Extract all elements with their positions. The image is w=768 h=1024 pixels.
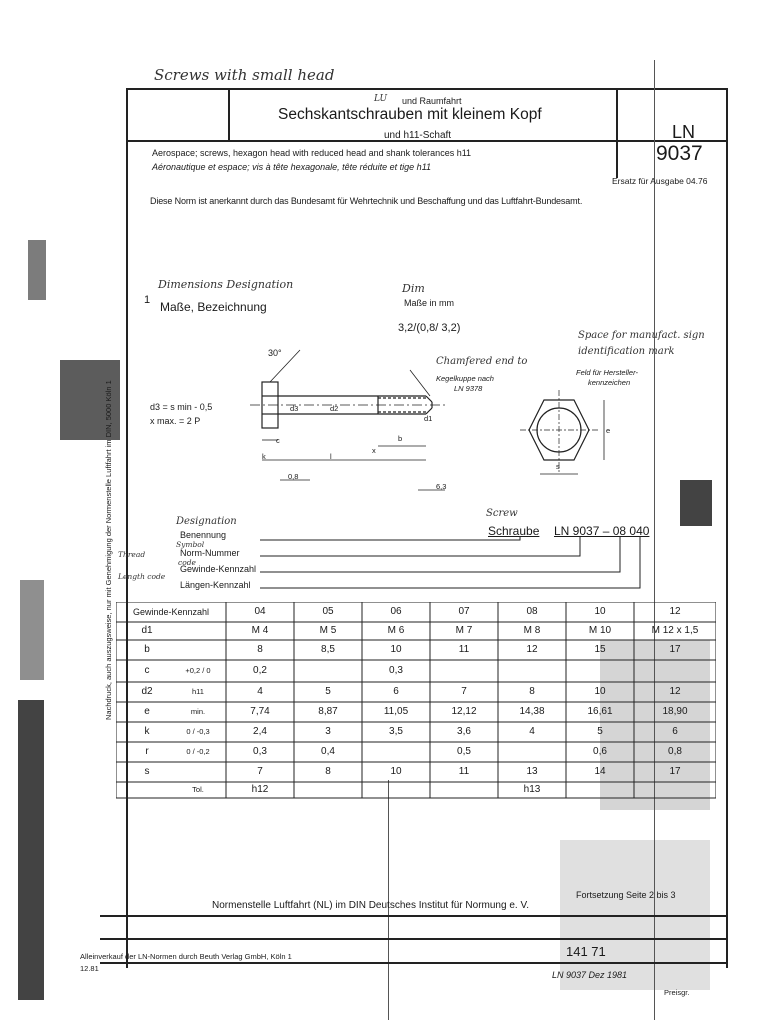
table-cell: 14 [594,766,606,777]
sales-note: Alleinverkauf der LN-Normen durch Beuth Verlag GmbH, Köln 1 [80,952,292,961]
table-header-code: 04 [254,606,266,617]
table-header-code: 10 [594,606,606,617]
table-cell: 12 [526,644,538,655]
table-cell: 4 [529,726,535,737]
table-cell: h13 [523,784,541,795]
price-group: Preisgr. [664,988,690,997]
table-row-symbol: e [144,706,150,717]
table-cell: 5 [325,686,331,697]
table-cell [294,660,362,682]
label-l: l [330,452,332,461]
header-divider-2 [616,88,618,178]
table-cell: 14,38 [519,706,545,717]
handwritten-dimensions-note: Dimensions Designation [158,278,294,291]
table-cell: 10 [390,766,402,777]
table-cell: M 5 [319,625,337,636]
header-french-line: Aéronautique et espace; vis à tête hexagonale, tête réduite et tige h11 [152,162,432,172]
scan-blob-left2 [28,240,46,300]
handwritten-title-note: Screws with small head [154,66,335,84]
designation-example-code: LN 9037 – 08 040 [554,524,650,538]
footer-line-3 [100,962,726,964]
table-row-tolerance: min. [190,707,206,716]
table-cell: 12 [669,686,681,697]
table-cell: 3,5 [389,726,403,737]
table-cell: 3,6 [457,726,471,737]
table-cell: 12,12 [451,706,477,717]
table-header-code: 08 [526,606,538,617]
table-cell: 10 [390,644,402,655]
table-row-tolerance [172,762,224,782]
table-cell [566,782,634,798]
replaces-edition: Ersatz für Ausgabe 04.76 [612,176,708,186]
table-cell: M 4 [251,625,269,636]
table-row-tolerance: 0 / -0,3 [186,727,210,736]
handwritten-length-note: Length code [118,572,166,581]
table-row-symbol: c [144,665,150,676]
table-row-symbol: d2 [141,686,153,697]
designation-name: Benennung [180,530,227,540]
frame-top-line [126,88,726,90]
footer-line-1 [100,915,726,917]
standards-office: Normenstelle Luftfahrt (NL) im DIN Deutsches Institut für Normung e. V. [212,900,529,911]
date-code: 12.81 [80,964,99,973]
table-cell: 10 [594,686,606,697]
table-cell: 7,74 [250,706,270,717]
header-divider-1 [228,88,230,140]
table-cell [634,782,716,798]
table-cell: 17 [669,644,681,655]
standard-number: 9037 [656,142,703,165]
designation-length: Längen-Kennzahl [180,580,251,590]
table-header-label: Gewinde-Kennzahl [132,607,210,617]
frame-left-line [126,88,128,968]
table-cell [498,660,566,682]
roughness-symbol: 3,2/(0,8/ 3,2) [398,322,461,334]
header-title: Sechskantschrauben mit kleinem Kopf [278,106,542,123]
table-cell: 0,4 [321,746,335,757]
table-cell: 11 [458,644,470,655]
handwritten-dim-note: Dim [402,282,425,295]
field-label-1: Feld für Hersteller- [576,368,638,377]
price-code: 141 71 [566,944,606,959]
table-row-tolerance: h11 [192,687,204,696]
table-cell [566,660,634,682]
label-s: s [556,462,560,471]
table-cell: 8,87 [318,706,338,717]
table-row-tolerance: +0,2 / 0 [185,666,211,675]
header-subtitle-top: und Raumfahrt [402,96,462,106]
table-cell: M 6 [387,625,405,636]
table-row-tolerance: Tol. [192,785,204,794]
label-e: e [606,426,611,435]
label-roughness-08: 0,8 [288,472,299,481]
table-cell: 0,8 [668,746,682,757]
table-header-code: 07 [458,606,470,617]
table-cell: 16,61 [587,706,613,717]
table-cell [294,782,362,798]
table-cell: 0,3 [253,746,267,757]
table-cell [430,782,498,798]
designation-example-name: Schraube [488,524,540,538]
handwritten-lu-note: LU [374,94,388,104]
table-cell: M 12 x 1,5 [651,625,699,636]
table-cell: 4 [257,686,263,697]
table-cell: 15 [594,644,606,655]
formula-d3: d3 = s min - 0,5 [150,402,213,412]
section-title: Maße, Bezeichnung [160,300,267,314]
designation-norm: Norm-Nummer [180,548,240,558]
footer-line-2 [100,938,726,940]
handwritten-chamfered-note: Chamfered end to [436,356,528,367]
table-cell: h12 [251,784,269,795]
scan-shadow-left [18,700,44,1000]
table-cell: 6 [672,726,678,737]
handwritten-space-note: Space for manufact. sign identification mark [578,330,705,357]
table-row-symbol: b [144,644,150,655]
table-cell: 8 [325,766,331,777]
continued-note: Fortsetzung Seite 2 bis 3 [576,890,676,900]
table-row-tolerance: 0 / -0,2 [186,747,210,756]
table-cell: 5 [597,726,603,737]
table-cell: 7 [257,766,263,777]
table-row-tolerance [172,622,224,640]
table-cell: M 7 [455,625,473,636]
table-cell: 8,5 [321,644,335,655]
table-row-symbol: r [145,746,149,757]
table-cell: 11 [458,766,470,777]
standard-date: LN 9037 Dez 1981 [552,970,628,980]
angle-label: 30° [268,348,282,358]
table-row-symbol: d1 [141,625,153,636]
table-cell: 8 [257,644,263,655]
handwritten-thread-note: Thread [118,550,146,559]
table-row-tolerance [172,640,224,660]
chamfer-label-2: LN 9378 [454,384,483,393]
designation-thread: Gewinde-Kennzahl [180,564,257,574]
handwritten-designation-note: Designation [176,516,237,527]
table-cell: 8 [529,686,535,697]
table-cell: 13 [526,766,538,777]
table-cell: M 10 [588,625,612,636]
handwritten-screw-note: Screw [486,508,518,519]
label-c: c [276,436,280,445]
frame-right-line [726,88,728,968]
chamfer-label-1: Kegelkuppe nach [436,374,494,383]
field-label-2: kennzeichen [588,378,631,387]
table-header-code: 12 [669,606,681,617]
designation-leader-lines [250,536,670,600]
table-header-code: 05 [322,606,334,617]
handwritten-symbol-note: Symbol [176,540,205,549]
label-x: x [372,446,376,455]
label-d1: d1 [424,414,433,423]
table-cell: 0,6 [593,746,607,757]
table-cell: 0,2 [253,665,267,676]
label-roughness-63: 6,3 [436,482,447,491]
scan-blob-left3 [20,580,44,680]
header-english-line: Aerospace; screws, hexagon head with reduced head and shank tolerances h11 [152,148,472,158]
scan-blob-right [680,480,712,526]
header-subtitle-bottom: und h11-Schaft [384,130,452,141]
table-cell [362,742,430,762]
table-cell: 0,5 [457,746,471,757]
table-row-symbol: s [144,766,150,777]
handwritten-code-note: code [178,558,196,567]
dimension-table [116,602,716,804]
label-d2: d2 [330,404,339,413]
table-row-symbol [122,782,172,798]
table-cell: 0,3 [389,665,403,676]
table-cell: 17 [669,766,681,777]
table-cell [498,742,566,762]
formula-x: x max. = 2 P [150,416,201,426]
table-cell: 6 [393,686,399,697]
hexagon-view [520,390,630,480]
table-cell [430,660,498,682]
table-cell: 3 [325,726,331,737]
label-k: k [262,452,266,461]
table-header-code: 06 [390,606,402,617]
table-cell: M 8 [523,625,541,636]
units-label: Maße in mm [404,298,455,308]
label-d3: d3 [290,404,299,413]
side-text-copyright: Nachdruck, auch auszugsweise, nur mit Genehmigung der Normenstelle Luftfahrt im DIN, 5000 Köln 1 [104,380,113,720]
table-cell: 11,05 [383,706,409,717]
table-cell [634,660,716,682]
standard-code: LN [672,122,696,142]
table-cell [362,782,430,798]
label-b: b [398,434,403,443]
table-row-symbol: k [144,726,150,737]
table-cell: 18,90 [662,706,688,717]
approval-line: Diese Norm ist anerkannt durch das Bundesamt für Wehrtechnik und Beschaffung und das Luftfahrt-Bundesamt. [150,196,583,206]
table-cell: 2,4 [253,726,267,737]
table-cell: 7 [461,686,467,697]
section-number: 1 [144,294,151,306]
